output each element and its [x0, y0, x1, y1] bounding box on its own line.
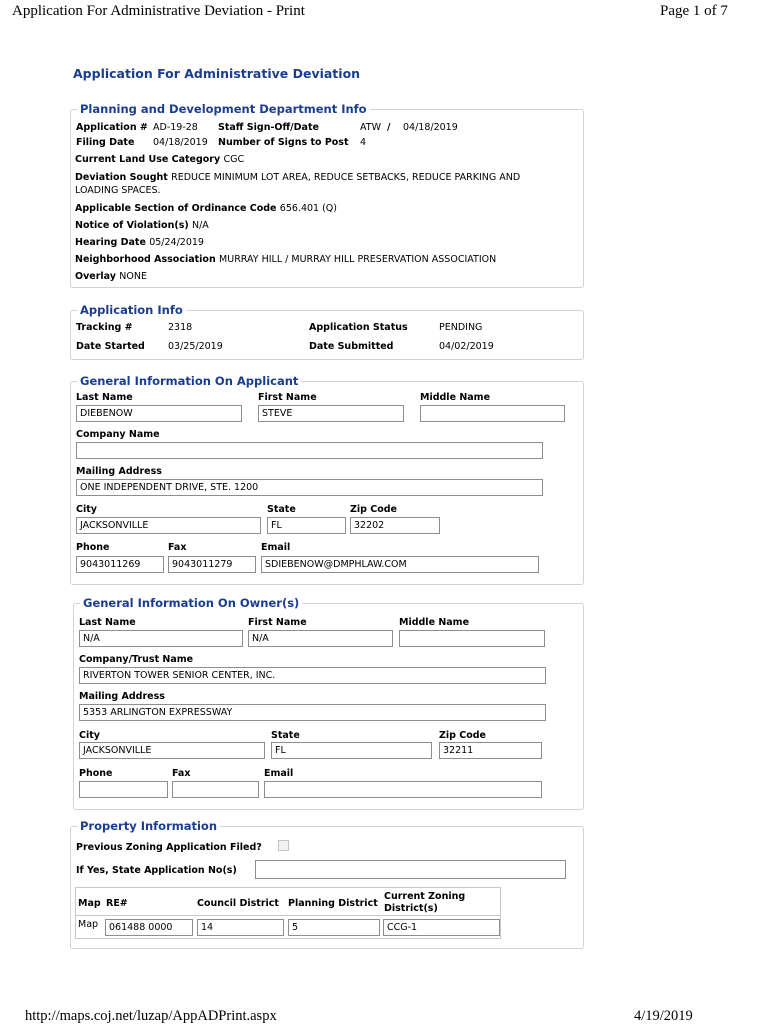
applicant-city-field[interactable]: JACKSONVILLE [76, 517, 261, 534]
ordinance-section-value: 656.401 (Q) [279, 203, 337, 214]
land-use-row [75, 154, 244, 165]
violation-label: Notice of Violation(s) [75, 220, 189, 231]
overlay-row [75, 271, 147, 282]
applicant-address-label: Mailing Address [76, 466, 162, 477]
deviation-row [75, 172, 520, 183]
hearing-date-label: Hearing Date [75, 237, 146, 248]
print-footer-url: http://maps.coj.net/luzap/AppADPrint.aspx [25, 1008, 277, 1024]
violation-row [75, 220, 209, 231]
applicant-zip-field[interactable]: 32202 [350, 517, 440, 534]
date-submitted-label: Date Submitted [309, 341, 394, 352]
land-use-label: Current Land Use Category [75, 154, 221, 165]
applicant-middle-name-field[interactable] [420, 405, 565, 422]
property-legend: Property Information [80, 819, 218, 833]
application-status-label: Application Status [309, 322, 408, 333]
print-header-page-number: Page 1 of 7 [660, 3, 728, 19]
owner-zip-label: Zip Code [439, 730, 486, 741]
owner-company-label: Company/Trust Name [79, 654, 194, 665]
number-of-signs-label: Number of Signs to Post [218, 137, 349, 148]
owner-phone-field[interactable] [79, 781, 168, 798]
owner-email-field[interactable] [264, 781, 542, 798]
application-number-value: AD-19-28 [153, 122, 198, 133]
applicant-address-field[interactable]: ONE INDEPENDENT DRIVE, STE. 1200 [76, 479, 543, 496]
neighborhood-label: Neighborhood Association [75, 254, 216, 265]
date-submitted-value: 04/02/2019 [439, 341, 494, 352]
owner-city-label: City [79, 730, 100, 741]
date-started-label: Date Started [76, 341, 145, 352]
planning-district-column-header: Planning District [288, 898, 378, 909]
deviation-value-line1: REDUCE MINIMUM LOT AREA, REDUCE SETBACKS, REDUCE PARKING AND [171, 172, 521, 183]
print-footer-date: 4/19/2019 [634, 1008, 693, 1024]
council-district-column-header: Council District [197, 898, 279, 909]
land-use-value: CGC [223, 154, 245, 165]
applicant-email-label: Email [261, 542, 291, 553]
filing-date-value: 04/18/2019 [153, 137, 208, 148]
overlay-label: Overlay [75, 271, 116, 282]
re-number-field[interactable]: 061488 0000 [105, 919, 193, 936]
applicant-last-name-field[interactable]: DIEBENOW [76, 405, 242, 422]
page-title: Application For Administrative Deviation [73, 66, 361, 81]
neighborhood-value: MURRAY HILL / MURRAY HILL PRESERVATION ASSOCIATION [219, 254, 497, 265]
owner-legend: General Information On Owner(s) [83, 596, 300, 610]
owner-last-name-label: Last Name [79, 617, 136, 628]
hearing-date-value: 05/24/2019 [149, 237, 204, 248]
current-zoning-field[interactable]: CCG-1 [383, 919, 500, 936]
applicant-phone-label: Phone [76, 542, 110, 553]
map-link[interactable]: Map [78, 919, 99, 930]
staff-signoff-date: 04/18/2019 [403, 122, 458, 133]
staff-signoff-label: Staff Sign-Off/Date [218, 122, 319, 133]
owner-address-field[interactable]: 5353 ARLINGTON EXPRESSWAY [79, 704, 546, 721]
re-number-column-header: RE# [106, 898, 128, 909]
violation-value: N/A [192, 220, 209, 231]
ordinance-section-label: Applicable Section of Ordinance Code [75, 203, 277, 214]
applicant-state-field[interactable]: FL [267, 517, 346, 534]
owner-middle-name-field[interactable] [399, 630, 545, 647]
state-application-numbers-field[interactable] [255, 860, 566, 879]
owner-fax-label: Fax [172, 768, 191, 779]
tracking-label: Tracking # [76, 322, 133, 333]
number-of-signs-value: 4 [360, 137, 367, 148]
owner-address-label: Mailing Address [79, 691, 165, 702]
applicant-last-name-label: Last Name [76, 392, 133, 403]
application-info-legend: Application Info [80, 303, 183, 317]
print-header-title: Application For Administrative Deviation - Print [12, 3, 305, 19]
filing-date-label: Filing Date [76, 137, 135, 148]
owner-first-name-label: First Name [248, 617, 307, 628]
owner-fax-field[interactable] [172, 781, 259, 798]
owner-state-label: State [271, 730, 300, 741]
applicant-first-name-field[interactable]: STEVE [258, 405, 404, 422]
current-zoning-header-line2: District(s) [384, 903, 438, 914]
planning-info-legend: Planning and Development Department Info [80, 102, 367, 116]
state-application-numbers-label: If Yes, State Application No(s) [76, 865, 237, 876]
applicant-state-label: State [267, 504, 296, 515]
applicant-middle-name-label: Middle Name [420, 392, 491, 403]
owner-first-name-field[interactable]: N/A [248, 630, 393, 647]
owner-section [73, 596, 584, 810]
previous-zoning-checkbox[interactable] [278, 840, 289, 851]
council-district-field[interactable]: 14 [197, 919, 284, 936]
owner-last-name-field[interactable]: N/A [79, 630, 243, 647]
map-table-divider [76, 915, 500, 916]
owner-middle-name-label: Middle Name [399, 617, 470, 628]
applicant-fax-field[interactable]: 9043011279 [168, 556, 256, 573]
owner-company-field[interactable]: RIVERTON TOWER SENIOR CENTER, INC. [79, 667, 546, 684]
applicant-zip-label: Zip Code [350, 504, 397, 515]
application-status-value: PENDING [439, 322, 483, 333]
neighborhood-row [75, 254, 496, 265]
current-zoning-header-line1: Current Zoning [384, 891, 466, 902]
applicant-phone-field[interactable]: 9043011269 [76, 556, 164, 573]
date-started-value: 03/25/2019 [168, 341, 223, 352]
applicant-email-field[interactable]: SDIEBENOW@DMPHLAW.COM [261, 556, 539, 573]
owner-state-field[interactable]: FL [271, 742, 432, 759]
deviation-label: Deviation Sought [75, 172, 168, 183]
owner-email-label: Email [264, 768, 294, 779]
staff-signoff-initials: ATW [360, 122, 381, 133]
hearing-date-row [75, 237, 204, 248]
applicant-company-field[interactable] [76, 442, 543, 459]
map-column-header: Map [78, 898, 101, 909]
overlay-value: NONE [119, 271, 147, 282]
applicant-company-label: Company Name [76, 429, 160, 440]
owner-zip-field[interactable]: 32211 [439, 742, 542, 759]
ordinance-section-row [75, 203, 337, 214]
applicant-legend: General Information On Applicant [80, 374, 299, 388]
owner-phone-label: Phone [79, 768, 113, 779]
previous-zoning-label: Previous Zoning Application Filed? [76, 842, 262, 853]
deviation-value-line2: LOADING SPACES. [75, 185, 161, 196]
application-number-label: Application # [76, 122, 148, 133]
planning-district-field[interactable]: 5 [288, 919, 380, 936]
owner-city-field[interactable]: JACKSONVILLE [79, 742, 265, 759]
applicant-fax-label: Fax [168, 542, 187, 553]
applicant-first-name-label: First Name [258, 392, 317, 403]
tracking-value: 2318 [168, 322, 193, 333]
applicant-city-label: City [76, 504, 97, 515]
staff-signoff-slash: / [387, 122, 391, 133]
